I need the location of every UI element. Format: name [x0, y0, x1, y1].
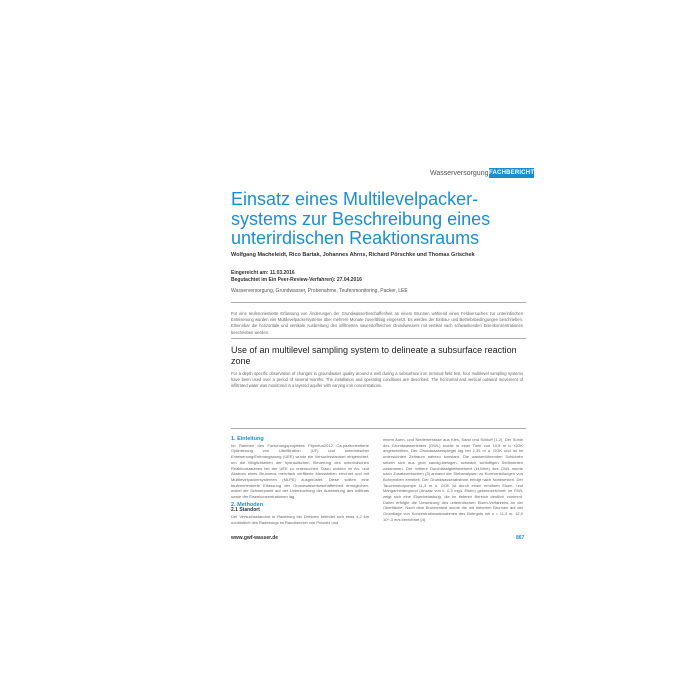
keywords: Wasserversorgung, Grundwasser, Probenahme, Teufenmonitoring, Packer, LEE	[231, 288, 408, 294]
section-label: Wasserversorgung	[430, 170, 489, 177]
fachbericht-badge: FACHBERICHT	[489, 170, 535, 176]
left-column	[231, 437, 369, 526]
divider-top	[231, 302, 526, 303]
right-column	[383, 437, 523, 523]
dates-block	[231, 270, 531, 284]
section-2-heading: 2. Methoden	[231, 501, 264, 508]
divider-bottom	[231, 428, 526, 429]
footer-url: www.gwf-wasser.de	[231, 535, 279, 541]
section-1-text: Im Rahmen des Forschungsprojektes Fitprofun2012 Ca-pazitorientierte Optimierung von UferfiltratIon (UF) und unterirdischer Enteisenung/Entmanganung (UEE) wurde ein Versuchsstandort eingerichtet, um die Möglichkeiten der hydraulischen Steuerung des unterirdischen Reaktionsraumes bei der UEE zu untersuchen. Dazu wurden im An- und Abstrom eines Brunnens mehrfach verfilterte Messstellen errichtet und mit Multilevelpackersystemen (MLPS) ausgerüstet. Diese sollten eine teufenorientierte Erfassung der Grundwasserbeschaffenheit ermöglichen, wobei die Schwerpunkt auf der Untersuchung der Ausbreitung des Infiltrats sowie der Eisenkonzentrationen lag.	[231, 442, 369, 500]
english-title: Use of an multilevel sampling system to delineate a subsurface reaction zone	[231, 345, 517, 366]
authors: Wolfgang Macheleidt, Rico Bartak, Johannes Ahrns, Richard Pörschke und Thomas Grischek	[231, 252, 475, 258]
german-abstract: Für eine teufenorientierte Erfassung von Änderungen der Grundwasserbeschaffenheit an einem Brunnen während eines Feldversuches zur unterirdischen Enteisenung wurden vier Multilevelpackersysteme über mehrere Monate zuverlässig eingesetzt. Es werden der Einbau- und Betriebsbedingungen beschrieben. Erkennbar die horizontale und vertikale Ausbreitung des infiltrierten sauerstoffreichen Grundwassers mit vertikal nach schwankenden Eisenkonzentrationen beschrieben werden.	[231, 311, 523, 335]
divider-middle	[231, 338, 526, 339]
english-abstract: For a depth specific observation of changes in groundwater quality around a well during a subsurface iron removal field test, four multilevel sampling systems have been used over a period of several months. The installation and operating conditions are described. The horizontal and vertical outward movement of infiltrated water was monitored in a layered aquifer with varying iron concentrations.	[231, 371, 523, 389]
section-2-1-heading: 2.1 Standort	[231, 507, 260, 514]
article-title: Einsatz eines Multilevelpacker-systems zur Beschreibung eines unterirdischen Reaktionsraums	[231, 189, 491, 248]
right-column-text: einem Auen- und Niederterrasse aus Kies, Sand und Schluff (1,2). Der Sohle des Grundwasserleiters (GWL) wurde in einer Tiefe von 10,5 m u. GOK angeschnitten. Der Grundwasserspiegel lag bei 2,35 m u. GOK und ist im untersuchten Zeitraum nahezu konstant. Die wasserführenden Schichten setzen sich aus grob sandig-kiesigen, schwach schluffigen Sedimenten zusammen. Der mittlere Durchlässigkeitsbeiwert (kf-Wert) des GWL wurde nach Zusatzversuchen [3] anhand der Siebanalysen zu Kornverteilungen von Bohrproben ermittelt. Der Grundwasserabstrom erfolgt nach Nordwesten. Der Tauchmotorpumpe 11,3 m u. GOK ist durch einen erhöhten Eisen- und Manganhintergrund (Ansatz von c. 0,3 mg/L Eisen) gekennzeichnet; im GWL zeigt sich eine Eisenbelastung, die im tieferen Bereich deutlich zunimmt. Daher erfolgte die Umsetzung des unterirdischen Eisen-Verfahrens an der Oberfläche. Nach dem Brunnentest wurde die mit höherem Brunnen auf der Grundlage von Konzentrationsabnahmen des Bohrguts mit c = 11,3 m, 12,0 10^-3 m/s berechnet [4].	[383, 437, 523, 522]
page-number: 867	[516, 535, 525, 541]
section-2-1-text: Der Versuchsstandort in Radeburg bei Dresden befindet sich etwa 4,2 km nordöstlich des Radeburgs im Randbereich von Pulsnitz und	[231, 514, 369, 525]
section-1-heading: 1. Einleitung	[231, 436, 264, 442]
reviewed-date: Begutachtet im Ein Peer-Review-Verfahren): 27.04.2016	[231, 277, 362, 283]
received-date: Eingereicht am: 11.03.2016	[231, 270, 295, 276]
